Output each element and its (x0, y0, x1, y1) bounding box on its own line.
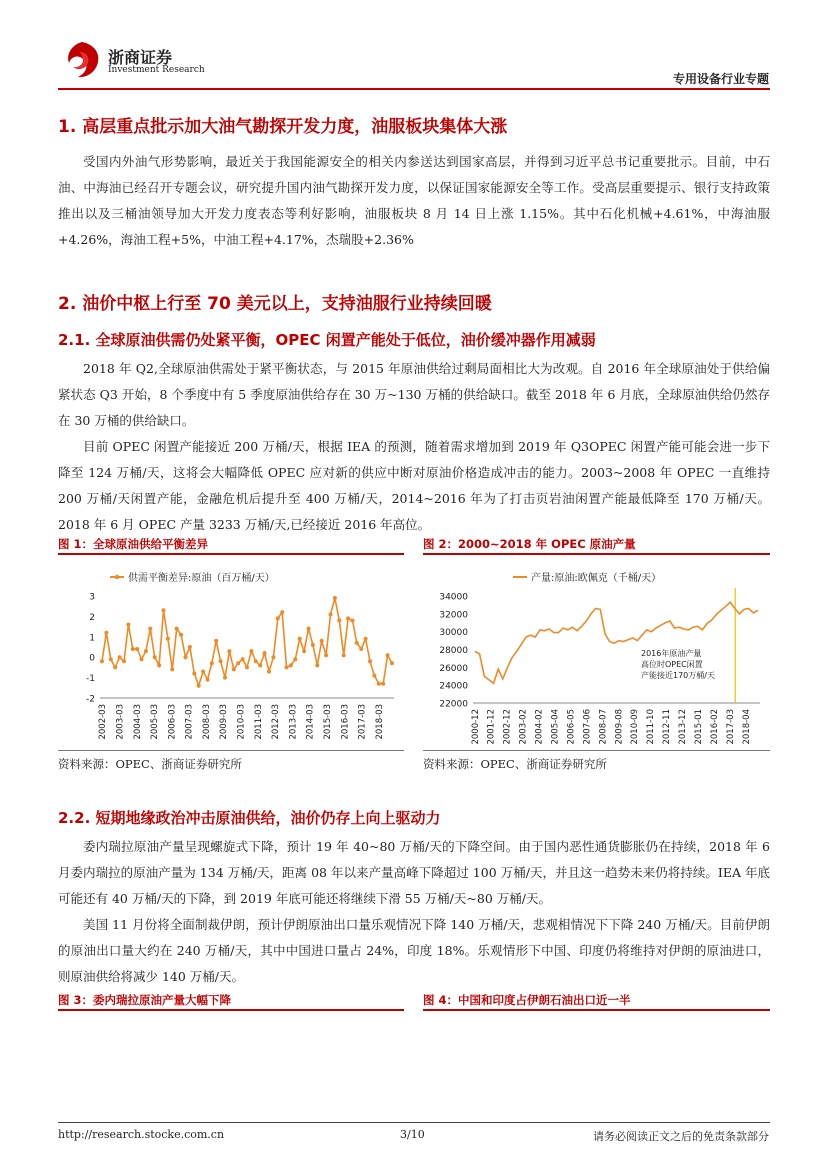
x-tick-label: 2014-03 (305, 704, 316, 740)
data-point (386, 653, 390, 657)
section-2-2-title: 2.2. 短期地缘政治冲击原油供给，油价仍存上向上驱动力 (58, 809, 441, 827)
y-tick-label: 32000 (439, 610, 468, 621)
data-point (276, 616, 280, 620)
data-point (293, 657, 297, 661)
x-tick-label: 2004-03 (132, 704, 143, 740)
data-point (179, 633, 183, 637)
x-tick-label: 2013-12 (678, 709, 689, 745)
figure-1-title: 图 1：全球原油供给平衡差异 (58, 537, 209, 551)
data-point (188, 645, 192, 649)
data-point (381, 682, 385, 686)
data-point (351, 619, 355, 623)
data-point (126, 623, 130, 627)
data-point (346, 616, 350, 620)
data-point (135, 647, 139, 651)
figure-2-title: 图 2：2000~2018 年 OPEC 原油产量 (423, 537, 636, 551)
x-tick-label: 2017-03 (357, 704, 368, 740)
figure-2-rule (423, 553, 770, 555)
figure-3-rule (58, 1009, 404, 1011)
page-number: 3/10 (400, 1128, 425, 1141)
data-point (197, 684, 201, 688)
section-1-title: 1. 高层重点批示加大油气勘探开发力度，油服板块集体大涨 (58, 117, 508, 137)
x-tick-label: 2006-03 (167, 704, 178, 740)
section-2-2-paragraph-1: 委内瑞拉原油产量呈现螺旋式下降，预计 19 年 40~80 万桶/天的下降空间。由于国内恶性通货膨胀仍在持续，2018 年 6 月委内瑞拉的原油产量为 134 万桶/天，距离 08 年以来产量高峰下降超过 100 万桶/天，并且这一趋势未来仍将持续。IEA 年底可能还有 40 万桶/天的下降，到 2019 年底可能还将继续下滑 55 万桶/天~80 万桶/天。 (58, 839, 770, 906)
data-point (333, 596, 337, 600)
data-point (223, 676, 227, 680)
footer-disclaimer: 请务必阅读正文之后的免责条款部分 (593, 1130, 769, 1143)
data-point (271, 655, 275, 659)
y-tick-label: 30000 (439, 628, 468, 639)
report-type: 专用设备行业专题 (672, 72, 769, 86)
footer-url[interactable]: http://research.stocke.com.cn (58, 1128, 225, 1141)
data-point (148, 627, 152, 631)
x-tick-label: 2008-03 (201, 704, 212, 740)
chart-supply-demand-balance (58, 556, 404, 748)
annotation-line-text: 产能接近170万桶/天 (641, 671, 715, 680)
figure-2-source: 资料来源：OPEC、浙商证券研究所 (423, 757, 607, 771)
data-point (113, 665, 117, 669)
data-point (258, 663, 262, 667)
data-point (210, 661, 214, 665)
figure-2-bottom-rule (423, 750, 770, 751)
annotation-text (641, 648, 715, 680)
data-point (184, 655, 188, 659)
y-tick-label: 34000 (439, 592, 468, 603)
x-tick-label: 2009-08 (614, 709, 625, 745)
y-tick-label: 0 (89, 653, 95, 664)
x-tick-label: 2007-06 (582, 709, 593, 745)
footer-rule (58, 1122, 770, 1123)
data-point (324, 653, 328, 657)
data-point (236, 661, 240, 665)
data-point (315, 663, 319, 667)
x-tick-label: 2018-04 (741, 709, 752, 745)
data-point (359, 647, 363, 651)
x-tick-label: 2005-03 (150, 704, 161, 740)
data-point (153, 655, 157, 659)
x-tick-label: 2003-03 (115, 704, 126, 740)
section-2-1-paragraph-1: 2018 年 Q2,全球原油供需处于紧平衡状态，与 2015 年原油供给过剩局面相比大为改观。自 2016 年全球原油处于供给偏紧状态 Q3 开始，8 个季度中有 5 季度原油供给存在 30 万~130 万桶的供给缺口。截至 2018 年 6 月底，全球原油供给仍然存在 30 万桶的供给缺口。 (58, 361, 770, 428)
annotation-line-text: 2016年原油产量 (641, 649, 702, 658)
data-point (104, 631, 108, 635)
logo-icon (62, 40, 102, 80)
x-tick-label: 2015-03 (323, 704, 334, 740)
logo-subtitle: Investment Research (108, 65, 205, 75)
y-tick-label: 22000 (439, 699, 468, 710)
figure-4-title: 图 4：中国和印度占伊朗石油出口近一半 (423, 993, 631, 1007)
legend-marker (115, 575, 119, 579)
x-tick-label: 2011-10 (646, 709, 657, 745)
x-tick-label: 2000-12 (470, 709, 481, 745)
data-point (249, 649, 253, 653)
x-tick-label: 2007-03 (184, 704, 195, 740)
data-point (219, 659, 223, 663)
data-point (263, 651, 267, 655)
chart2-legend: 产量:原油:欧佩克（千桶/天） (531, 573, 662, 584)
figure-1-rule (58, 553, 404, 555)
data-point (285, 665, 289, 669)
data-point (364, 637, 368, 641)
data-point (170, 667, 174, 671)
x-tick-label: 2012-03 (271, 704, 282, 740)
section-2-title: 2. 油价中枢上行至 70 美元以上，支持油服行业持续回暖 (58, 294, 492, 314)
data-point (157, 663, 161, 667)
section-2-1-paragraph-2: 目前 OPEC 闲置产能接近 200 万桶/天，根据 IEA 的预测，随着需求增加到 2019 年 Q3OPEC 闲置产能可能会进一步下降至 124 万桶/天，这将会大幅降低 OPEC 应对新的供应中断对原油价格造成冲击的能力。2003~2008 年 OPEC 一直维持 200 万桶/天闲置产能，金融危机后提升至 400 万桶/天，2014~2016 年为了打击页岩油闲置产能最低降至 170 万桶/天。2018 年 6 月 OPEC 产量 3233 万桶/天,已经接近 2016 年高位。 (58, 439, 770, 532)
figure-3-title: 图 3：委内瑞拉原油产量大幅下降 (58, 993, 232, 1007)
y-tick-label: 26000 (439, 663, 468, 674)
data-point (307, 627, 311, 631)
data-point (342, 653, 346, 657)
data-point (355, 641, 359, 645)
x-tick-label: 2006-05 (566, 709, 577, 745)
x-tick-label: 2009-03 (219, 704, 230, 740)
data-point (100, 659, 104, 663)
x-tick-label: 2016-03 (340, 704, 351, 740)
x-tick-label: 2003-02 (518, 709, 529, 745)
x-tick-label: 2005-04 (550, 709, 561, 745)
data-point (201, 670, 205, 674)
data-point (298, 637, 302, 641)
x-tick-label: 2002-03 (98, 704, 109, 740)
section-1-paragraph: 受国内外油气形势影响，最近关于我国能源安全的相关内参送达到国家高层，并得到习近平总书记重要批示。目前，中石油、中海油已经召开专题会议，研究提升国内油气勘探开发力度，以保证国家能源安全等工作。受高层重要提示、银行支持政策推出以及三桶油领导加大开发力度表态等利好影响，油服板块 8 月 14 日上涨 1.15%。其中石化机械+4.61%，中海油服+4.26%，海油工程+5%，中油工程+4.17%，杰瑞股+2.36% (58, 154, 770, 247)
logo-text: 浙商证券 (108, 48, 173, 67)
x-tick-label: 2017-03 (725, 709, 736, 745)
data-point (206, 678, 210, 682)
figure-4-rule (423, 1009, 770, 1011)
x-tick-label: 2018-03 (374, 704, 385, 740)
data-point (122, 659, 126, 663)
data-point (311, 643, 315, 647)
data-point (214, 639, 218, 643)
data-point (227, 649, 231, 653)
data-point (166, 637, 170, 641)
data-point (390, 661, 394, 665)
x-tick-label: 2010-09 (630, 709, 641, 745)
x-tick-label: 2013-03 (288, 704, 299, 740)
x-tick-label: 2004-02 (534, 709, 545, 745)
x-tick-label: 2012-11 (662, 709, 673, 745)
y-tick-label: 1 (89, 633, 95, 644)
data-point (267, 670, 271, 674)
data-point (162, 608, 166, 612)
y-tick-label: 24000 (439, 681, 468, 692)
data-point (377, 682, 381, 686)
x-tick-label: 2010-03 (236, 704, 247, 740)
header-rule (58, 88, 770, 90)
y-tick-label: -1 (86, 674, 95, 685)
section-2-2-paragraph-2: 美国 11 月份将全面制裁伊朗，预计伊朗原油出口量乐观情况下降 140 万桶/天，悲观相情况下下降 240 万桶/天。目前伊朗的原油出口量大约在 240 万桶/天，其中中国进口量占 24%，印度 18%。乐观情形下中国、印度仍将维持对伊朗的原油进口，则原油供给将减少 140 万桶/天。 (58, 917, 770, 984)
data-point (109, 657, 113, 661)
x-tick-label: 2008-07 (598, 709, 609, 745)
data-point (140, 657, 144, 661)
figure-1-source: 资料来源：OPEC、浙商证券研究所 (58, 757, 242, 771)
annotation-line-text: 高位时OPEC闲置 (641, 660, 703, 669)
series-line (102, 598, 392, 686)
data-point (254, 659, 258, 663)
data-point (329, 612, 333, 616)
data-point (118, 655, 122, 659)
data-point (131, 647, 135, 651)
section-2-1-title: 2.1. 全球原油供需仍处紧平衡，OPEC 闲置产能处于低位，油价缓冲器作用减弱 (58, 331, 596, 349)
data-point (337, 619, 341, 623)
x-tick-label: 2016-02 (709, 709, 720, 745)
data-point (280, 610, 284, 614)
y-tick-label: 28000 (439, 646, 468, 656)
data-point (144, 649, 148, 653)
x-tick-label: 2002-12 (502, 709, 513, 745)
data-point (372, 674, 376, 678)
y-tick-label: -2 (86, 694, 95, 705)
y-tick-label: 3 (89, 592, 95, 603)
data-point (241, 657, 245, 661)
y-tick-label: 2 (89, 612, 95, 623)
data-point (245, 665, 249, 669)
chart1-legend: 供需平衡差异:原油（百万桶/天） (128, 573, 275, 584)
data-point (320, 639, 324, 643)
data-point (192, 672, 196, 676)
data-point (175, 627, 179, 631)
data-point (302, 649, 306, 653)
data-point (289, 663, 293, 667)
chart-opec-production (423, 556, 770, 748)
figure-1-bottom-rule (58, 750, 404, 751)
data-point (368, 659, 372, 663)
x-tick-label: 2001-12 (486, 709, 497, 745)
x-tick-label: 2011-03 (253, 704, 264, 740)
x-tick-label: 2015-01 (694, 709, 705, 745)
series-line (475, 602, 758, 683)
data-point (232, 667, 236, 671)
